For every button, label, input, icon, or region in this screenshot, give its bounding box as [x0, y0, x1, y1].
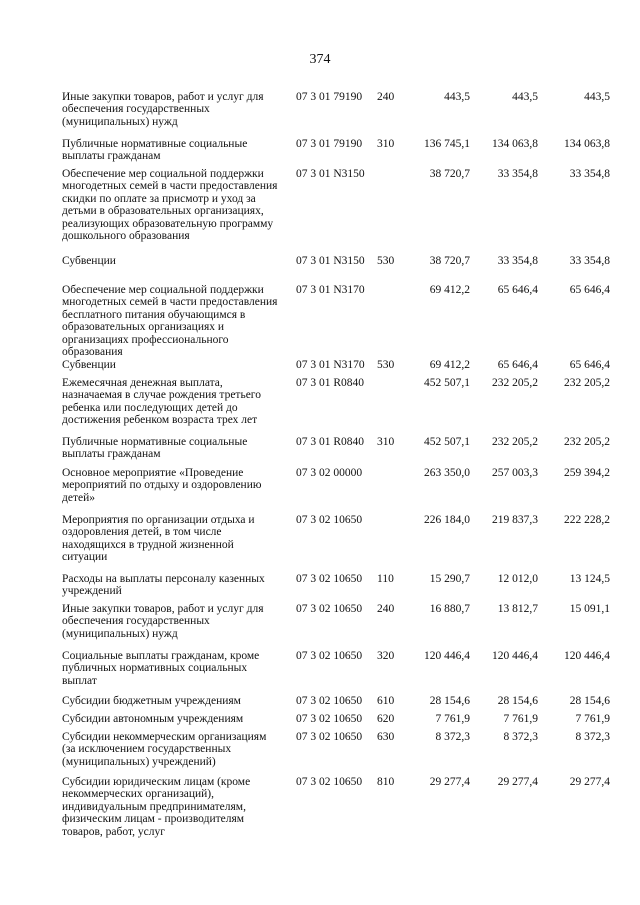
row-value-1: 7 761,9: [435, 713, 470, 725]
row-expense-type: 810: [377, 776, 395, 788]
row-name: Субсидии бюджетным учреждениям: [62, 695, 241, 707]
row-code: 07 3 01 R0840: [296, 436, 365, 448]
row-value-1: 452 507,1: [424, 377, 470, 389]
row-value-1: 69 412,2: [429, 359, 470, 371]
row-value-3: 222 228,2: [564, 514, 610, 526]
row-value-1: 69 412,2: [429, 284, 470, 296]
row-value-2: 29 277,4: [497, 776, 538, 788]
row-value-3: 232 205,2: [564, 377, 610, 389]
row-name: Обеспечение мер социальной поддержки многодетных семей в части предоставления бесплатного питания обучающимся в образовательных организациях и организациях профессионального образования: [62, 284, 278, 359]
row-name: Обеспечение мер социальной поддержки многодетных семей в части предоставления скидки по оплате за присмотр и уход за детьми в образовательных организациях, реализующих образовательную программу дошкольного образования: [62, 168, 278, 243]
row-name: Иные закупки товаров, работ и услуг для обеспечения государственных (муниципальных) нужд: [62, 603, 264, 640]
row-value-2: 28 154,6: [497, 695, 538, 707]
row-value-3: 29 277,4: [569, 776, 610, 788]
row-value-3: 443,5: [584, 91, 610, 103]
row-code: 07 3 01 79190: [296, 91, 363, 103]
row-name: Субсидии некоммерческим организациям (за исключением государственных (муниципальных) учреждений): [62, 731, 267, 768]
row-value-2: 120 446,4: [492, 650, 538, 662]
row-code: 07 3 02 10650: [296, 731, 363, 743]
row-expense-type: 610: [377, 695, 395, 707]
row-value-2: 65 646,4: [497, 284, 538, 296]
row-code: 07 3 01 N3170: [296, 284, 365, 296]
row-value-2: 443,5: [512, 91, 538, 103]
row-code: 07 3 02 00000: [296, 467, 363, 479]
row-value-1: 38 720,7: [429, 255, 470, 267]
row-value-2: 12 012,0: [497, 573, 538, 585]
row-name: Мероприятия по организации отдыха и оздоровления детей, в том числе находящихся в трудной жизненной ситуации: [62, 514, 255, 564]
row-expense-type: 530: [377, 359, 395, 371]
row-value-2: 7 761,9: [503, 713, 538, 725]
row-value-2: 33 354,8: [497, 255, 538, 267]
row-name: Субсидии юридическим лицам (кроме некоммерческих организаций), индивидуальным предпринимателям, физическим лицам - производителям товаров, работ, услуг: [62, 776, 251, 838]
row-code: 07 3 01 R0840: [296, 377, 365, 389]
row-code: 07 3 02 10650: [296, 603, 363, 615]
row-name: Публичные нормативные социальные выплаты гражданам: [62, 138, 248, 163]
row-value-3: 15 091,1: [569, 603, 610, 615]
row-value-1: 16 880,7: [429, 603, 470, 615]
row-name: Субвенции: [62, 255, 116, 267]
row-code: 07 3 01 N3150: [296, 255, 365, 267]
row-value-2: 232 205,2: [492, 436, 538, 448]
row-code: 07 3 02 10650: [296, 514, 363, 526]
row-value-3: 7 761,9: [575, 713, 610, 725]
row-value-3: 134 063,8: [564, 138, 610, 150]
row-expense-type: 240: [377, 91, 395, 103]
row-code: 07 3 01 79190: [296, 138, 363, 150]
row-value-3: 65 646,4: [569, 359, 610, 371]
row-code: 07 3 02 10650: [296, 776, 363, 788]
row-name: Субвенции: [62, 359, 116, 371]
row-value-1: 8 372,3: [435, 731, 470, 743]
row-value-2: 257 003,3: [492, 467, 538, 479]
row-expense-type: 310: [377, 138, 395, 150]
row-code: 07 3 02 10650: [296, 650, 363, 662]
row-value-3: 13 124,5: [569, 573, 610, 585]
row-value-1: 29 277,4: [429, 776, 470, 788]
row-value-2: 65 646,4: [497, 359, 538, 371]
row-value-2: 8 372,3: [503, 731, 538, 743]
row-expense-type: 620: [377, 713, 395, 725]
row-expense-type: 320: [377, 650, 395, 662]
row-value-3: 33 354,8: [569, 255, 610, 267]
row-value-3: 232 205,2: [564, 436, 610, 448]
row-value-1: 15 290,7: [429, 573, 470, 585]
row-code: 07 3 02 10650: [296, 695, 363, 707]
row-value-1: 28 154,6: [429, 695, 470, 707]
row-expense-type: 110: [377, 573, 394, 585]
row-expense-type: 530: [377, 255, 395, 267]
row-value-3: 65 646,4: [569, 284, 610, 296]
page-number: 374: [309, 52, 331, 67]
row-value-1: 136 745,1: [424, 138, 470, 150]
row-value-3: 120 446,4: [564, 650, 610, 662]
row-value-2: 219 837,3: [492, 514, 538, 526]
row-value-2: 232 205,2: [492, 377, 538, 389]
row-value-2: 33 354,8: [497, 168, 538, 180]
row-value-1: 452 507,1: [424, 436, 470, 448]
row-value-3: 8 372,3: [575, 731, 610, 743]
row-name: Основное мероприятие «Проведение мероприятий по отдыху и оздоровлению детей»: [62, 467, 262, 504]
row-name: Иные закупки товаров, работ и услуг для обеспечения государственных (муниципальных) нужд: [62, 91, 264, 128]
row-value-1: 443,5: [444, 91, 470, 103]
row-value-3: 28 154,6: [569, 695, 610, 707]
row-value-2: 13 812,7: [497, 603, 538, 615]
row-expense-type: 240: [377, 603, 395, 615]
row-expense-type: 310: [377, 436, 395, 448]
row-name: Социальные выплаты гражданам, кроме публичных нормативных социальных выплат: [62, 650, 260, 687]
row-name: Расходы на выплаты персоналу казенных учреждений: [62, 573, 265, 598]
row-name: Публичные нормативные социальные выплаты гражданам: [62, 436, 248, 461]
row-value-3: 259 394,2: [564, 467, 610, 479]
row-value-3: 33 354,8: [569, 168, 610, 180]
row-code: 07 3 02 10650: [296, 573, 363, 585]
row-code: 07 3 02 10650: [296, 713, 363, 725]
row-value-1: 226 184,0: [424, 514, 470, 526]
row-value-1: 120 446,4: [424, 650, 470, 662]
row-value-1: 38 720,7: [429, 168, 470, 180]
row-value-2: 134 063,8: [492, 138, 538, 150]
row-name: Субсидии автономным учреждениям: [62, 713, 244, 725]
row-value-1: 263 350,0: [424, 467, 470, 479]
row-expense-type: 630: [377, 731, 395, 743]
row-code: 07 3 01 N3150: [296, 168, 365, 180]
row-code: 07 3 01 N3170: [296, 359, 365, 371]
row-name: Ежемесячная денежная выплата, назначаемая в случае рождения третьего ребенка или последующих детей до достижения ребенком возраста трех лет: [62, 377, 261, 427]
